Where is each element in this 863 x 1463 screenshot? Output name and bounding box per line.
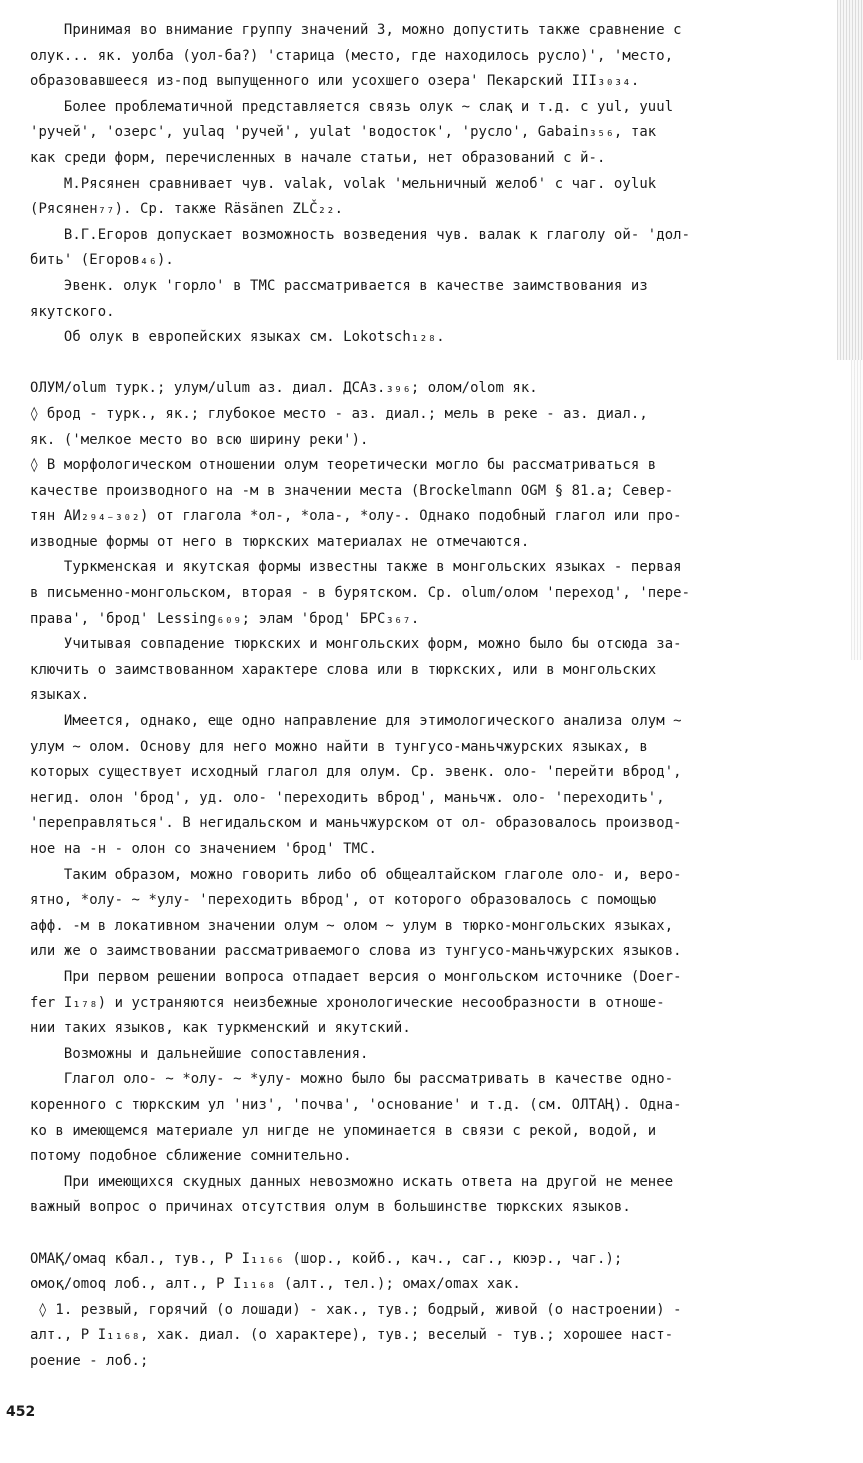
text-line: Учитывая совпадение тюркских и монгольских форм, можно было бы отсюда за-: [30, 636, 682, 653]
text-line: олук... як. уолба (уол-ба?) 'старица (место, где находилось русло)', 'место,: [30, 47, 674, 64]
text-line: Имеется, однако, еще одно направление для этимологического анализа олум ~: [30, 713, 682, 730]
text-line: тян АИ₂₉₄₋₃₀₂) от глагола *ол-, *ола-, *олу-. Однако подобный глагол или про-: [30, 508, 682, 525]
document-body: [30, 18, 838, 1374]
text-line: образовавшееся из-под выпущенного или усохшего озера' Пекарский III₃₀₃₄.: [30, 73, 640, 90]
text-line: улум ~ олом. Основу для него можно найти в тунгусо-маньчжурских языках, в: [30, 738, 648, 755]
text-line: как среди форм, перечисленных в начале статьи, нет образований с й-.: [30, 149, 606, 166]
text-line: потому подобное сближение сомнительно.: [30, 1148, 352, 1165]
text-line: бить' (Егоров₄₆).: [30, 252, 174, 269]
text-line: негид. олон 'брод', уд. оло- 'переходить вброд', маньчж. оло- 'переходить',: [30, 789, 665, 806]
text-line: языках.: [30, 687, 90, 704]
text-line: Более проблематичной представляется связь олук ~ слақ и т.д. с yul, yuul: [30, 98, 674, 115]
text-line: которых существует исходный глагол для олум. Ср. эвенк. оло- 'перейти вброд',: [30, 764, 682, 781]
text-line: ятно, *олу- ~ *улу- 'переходить вброд', от которого образовалось с помощью: [30, 892, 657, 909]
blank-line: [30, 351, 838, 377]
scan-edge-shadow: [837, 0, 863, 360]
text-line: 'переправляться'. В негидальском и маньчжурском от ол- образовалось производ-: [30, 815, 682, 832]
text-line: (Рясянен₇₇). Ср. также Räsänen ZLČ₂₂.: [30, 201, 344, 218]
text-line: Туркменская и якутская формы известны также в монгольских языках - первая: [30, 559, 682, 576]
text-line: омоқ/omoq лоб., алт., Р I₁₁₆₈ (алт., тел.); омах/omax хак.: [30, 1276, 521, 1293]
text-line: изводные формы от него в тюркских материалах не отмечаются.: [30, 533, 530, 550]
text-line: ное на -н - олон со значением 'брод' ТМС.: [30, 841, 377, 857]
scan-edge-shadow-lower: [851, 360, 863, 660]
text-line: fer I₁₇₈) и устраняются неизбежные хронологические несообразности в отноше-: [30, 994, 665, 1011]
text-line: роение - лоб.;: [30, 1352, 149, 1369]
text-line: качестве производного на -м в значении места (Brockelmann OGM § 81.a; Север-: [30, 482, 674, 499]
text-line: коренного с тюркским ул 'низ', 'почва', 'основание' и т.д. (см. ОЛТАҢ). Одна-: [30, 1096, 682, 1113]
text-line: 'ручей', 'озерс', yulaq 'ручей', yulat 'водосток', 'русло', Gabain₃₅₆, так: [30, 124, 657, 141]
text-line: Эвенк. олук 'горло' в ТМС рассматривается в качестве заимствования из: [30, 277, 648, 294]
text-line: ключить о заимствованном характере слова или в тюркских, или в монгольских: [30, 661, 657, 678]
text-line: ◊ В морфологическом отношении олум теоретически могло бы рассматриваться в: [30, 457, 657, 474]
text-line: ◊ 1. резвый, горячий (о лошади) - хак., тув.; бодрый, живой (о настроении) -: [30, 1301, 682, 1318]
text-line: Принимая во внимание группу значений 3, можно допустить также сравнение с: [30, 22, 682, 38]
text-line: ◊ брод - турк., як.; глубокое место - аз. диал.; мель в реке - аз. диал.,: [30, 405, 648, 422]
text-line: нии таких языков, как туркменский и якутский.: [30, 1020, 411, 1037]
text-line: права', 'брод' Lessing₆₀₉; элам 'брод' БРС₃₆₇.: [30, 610, 420, 627]
text-line: в письменно-монгольском, вторая - в бурятском. Ср. olum/олом 'переход', 'пере-: [30, 585, 691, 602]
entry-headword-line: ОМАҚ/омаq кбал., тув., Р I₁₁₆₆ (шор., койб., кач., саг., кюэр., чаг.);: [30, 1250, 623, 1267]
text-line: При первом решении вопроса отпадает версия о монгольском источнике (Doer-: [30, 968, 682, 985]
text-line: М.Рясянен сравнивает чув. valak, volak 'мельничный желоб' с чаг. oyluk: [30, 175, 657, 192]
text-line: или же о заимствовании рассматриваемого слова из тунгусо-маньчжурских языков.: [30, 943, 682, 960]
text-line: афф. -м в локативном значении олум ~ олом ~ улум в тюрко-монгольских языках,: [30, 917, 674, 934]
text-line: ко в имеющемся материале ул нигде не упоминается в связи с рекой, водой, и: [30, 1122, 657, 1139]
page-number: 452: [6, 1404, 36, 1420]
text-line: алт., Р I₁₁₆₈, хак. диал. (о характере), тув.; веселый - тув.; хорошее наст-: [30, 1327, 674, 1344]
text-line: Глагол оло- ~ *олу- ~ *улу- можно было бы рассматривать в качестве одно-: [30, 1071, 674, 1088]
text-line: При имеющихся скудных данных невозможно искать ответа на другой не менее: [30, 1173, 674, 1190]
text-line: важный вопрос о причинах отсутствия олум в большинстве тюркских языков.: [30, 1199, 631, 1216]
blank-line: [30, 1221, 838, 1247]
text-line: Возможны и дальнейшие сопоставления.: [30, 1045, 369, 1062]
text-line: Об олук в европейских языках см. Lokotsch₁₂₈.: [30, 329, 445, 346]
text-line: В.Г.Егоров допускает возможность возведения чув. валак к глаголу ой- 'дол-: [30, 226, 691, 243]
entry-headword-line: ОЛУМ/olum турк.; улум/ulum аз. диал. ДСАз.₃₉₆; олом/olom як.: [30, 380, 538, 397]
text-line: Таким образом, можно говорить либо об общеалтайском глаголе оло- и, веро-: [30, 866, 682, 883]
text-line: як. ('мелкое место во всю ширину реки').: [30, 431, 369, 448]
text-line: якутского.: [30, 303, 115, 320]
